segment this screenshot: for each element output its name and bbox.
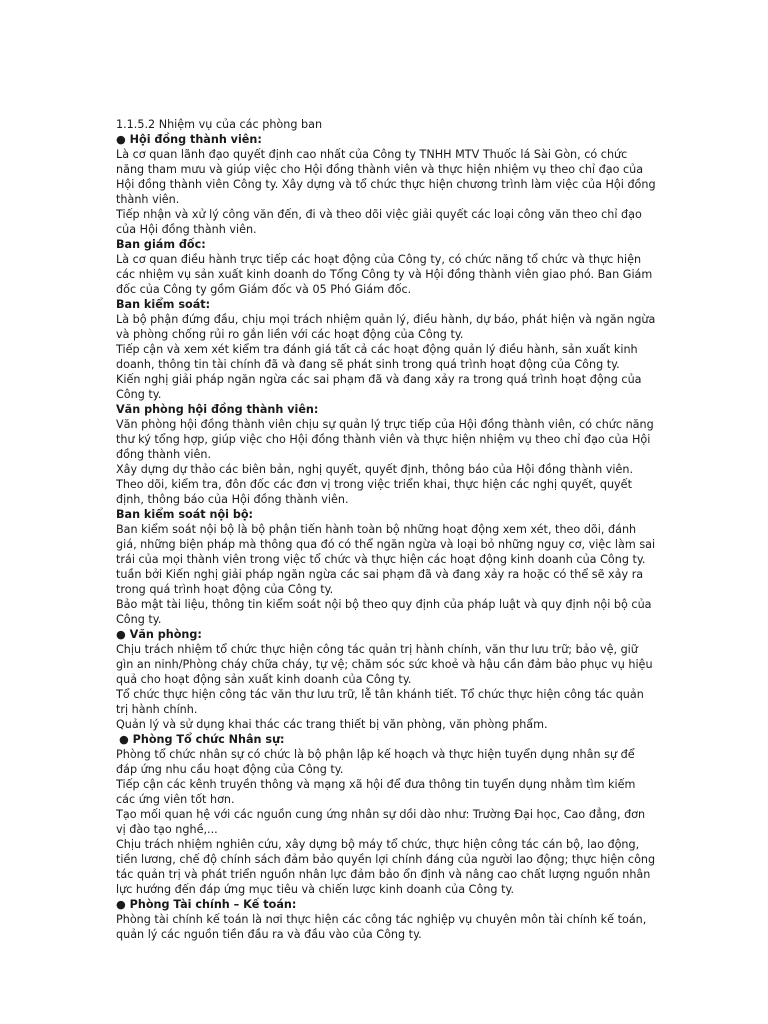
paragraph: Chịu trách nhiệm nghiên cứu, xây dựng bộ máy tổ chức, thực hiện công tác cán bộ, lao động, tiền lương, chế độ chính sách đảm bảo quyền lợi chính đáng của người lao động; thực hiện công tác quản trị và phát triển nguồn nhân lực đảm bảo ổn định và nâng cao chất lượng nguồn nhân lực hướng đến đáp ứng mục tiêu và chiến lược kinh doanh của Công ty. [116,838,656,896]
paragraph: Ban kiểm soát nội bộ là bộ phận tiến hành toàn bộ những hoạt động xem xét, theo dõi, đánh giá, những biện pháp mà thông qua đó có thể ngăn ngừa và loại bỏ những nguy cơ, việc làm sai trái của mọi thành viên trong việc tổ chức và thực hiện các hoạt động kinh doanh của Công ty. tuần bởi Kiến nghị giải pháp ngăn ngừa các sai phạm đã và đang xảy ra hoặc có thể sẽ xảy ra trong quá trình hoạt động của Công ty. [116,523,656,596]
section-phong-to-chuc-nhan-su [116,732,658,897]
section-van-phong-hdtv [116,402,658,507]
section-phong-tai-chinh-ke-toan [116,897,658,942]
paragraph: Bảo mật tài liệu, thông tin kiểm soát nội bộ theo quy định của pháp luật và quy định nội bộ của Công ty. [116,598,652,626]
section-heading: Văn phòng hội đồng thành viên: [116,403,319,416]
document-body [116,117,658,942]
paragraph: Theo dõi, kiểm tra, đôn đốc các đơn vị trong việc triển khai, thực hiện các nghị quyết, quyết định, thông báo của Hội đồng thành viên. [116,478,632,506]
paragraph: Văn phòng hội đồng thành viên chịu sự quản lý trực tiếp của Hội đồng thành viên, có chức năng thư ký tổng hợp, giúp việc cho Hội đồng thành viên và thực hiện nhiệm vụ theo chỉ đạo của Hội đồng thành viên. [116,418,654,461]
section-van-phong [116,627,658,732]
section-heading: Ban kiểm soát: [116,298,211,311]
paragraph: Kiến nghị giải pháp ngăn ngừa các sai phạm đã và đang xảy ra trong quá trình hoạt động của Công ty. [116,373,642,401]
section-heading: ● Phòng Tổ chức Nhân sự: [119,733,285,746]
paragraph: Tiếp cận và xem xét kiểm tra đánh giá tất cả các hoạt động quản lý điều hành, sản xuất kinh doanh, thông tin tài chính đã và đang sẽ phát sinh trong quá trình hoạt động của Công ty. [116,343,638,371]
paragraph: Tiếp cận các kênh truyền thông và mạng xã hội để đưa thông tin tuyển dụng nhằm tìm kiếm các ứng viên tốt hơn. [116,778,636,806]
section-ban-kiem-soat [116,297,658,402]
paragraph: Tạo mối quan hệ với các nguồn cung ứng nhân sự dồi dào như: Trường Đại học, Cao đẳng, đơn vị đào tạo nghề,... [116,808,646,836]
section-heading: ● Phòng Tài chính – Kế toán: [116,898,297,911]
section-heading: Ban giám đốc: [116,238,206,251]
section-heading: ● Văn phòng: [116,628,202,641]
paragraph: Chịu trách nhiệm tổ chức thực hiện công tác quản trị hành chính, văn thư lưu trữ; bảo vệ, giữ gìn an ninh/Phòng cháy chữa cháy, tự vệ; chăm sóc sức khoẻ và hậu cần đảm bảo phục vụ hiệu quả cho hoạt động sản xuất kinh doanh của Công ty. [116,643,653,686]
paragraph: Là cơ quan lãnh đạo quyết định cao nhất của Công ty TNHH MTV Thuốc lá Sài Gòn, có chức năng tham mưu và giúp việc cho Hội đồng thành viên và thực hiện nhiệm vụ theo chỉ đạo của Hội đồng thành viên Công ty. Xây dựng và tổ chức thực hiện chương trình làm việc của Hội đồng thành viên. [116,148,656,206]
paragraph: Là bộ phận đứng đầu, chịu mọi trách nhiệm quản lý, điều hành, dự báo, phát hiện và ngăn ngừa và phòng chống rủi ro gắn liền với các hoạt động của Công ty. [116,313,656,341]
section-hoi-dong-thanh-vien [116,132,658,237]
section-heading: Ban kiểm soát nội bộ: [116,508,254,521]
section-heading: ● Hội đồng thành viên: [116,133,262,146]
paragraph: Tiếp nhận và xử lý công văn đến, đi và theo dõi việc giải quyết các loại công văn theo chỉ đạo của Hội đồng thành viên. [116,208,642,236]
paragraph: Phòng tổ chức nhân sự có chức là bộ phận lập kế hoạch và thực hiện tuyển dụng nhân sự để đáp ứng nhu cầu hoạt động của Công ty. [116,748,635,776]
paragraph: Quản lý và sử dụng khai thác các trang thiết bị văn phòng, văn phòng phẩm. [116,718,548,731]
paragraph: Tổ chức thực hiện công tác văn thư lưu trữ, lễ tân khánh tiết. Tổ chức thực hiện công tác quản trị hành chính. [116,688,644,716]
section-ban-giam-doc [116,237,658,297]
paragraph: Xây dựng dự thảo các biên bản, nghị quyết, quyết định, thông báo của Hội đồng thành viên. [116,463,634,476]
section-ban-kiem-soat-noi-bo [116,507,658,627]
section-title: 1.1.5.2 Nhiệm vụ của các phòng ban [116,118,323,131]
paragraph: Là cơ quan điều hành trực tiếp các hoạt động của Công ty, có chức năng tổ chức và thực hiện các nhiệm vụ sản xuất kinh doanh do Tổng Công ty và Hội đồng thành viên giao phó. Ban Giám đốc của Công ty gồm Giám đốc và 05 Phó Giám đốc. [116,253,653,296]
paragraph: Phòng tài chính kế toán là nơi thực hiện các công tác nghiệp vụ chuyên môn tài chính kế toán, quản lý các nguồn tiền đầu ra và đầu vào của Công ty. [116,913,647,941]
